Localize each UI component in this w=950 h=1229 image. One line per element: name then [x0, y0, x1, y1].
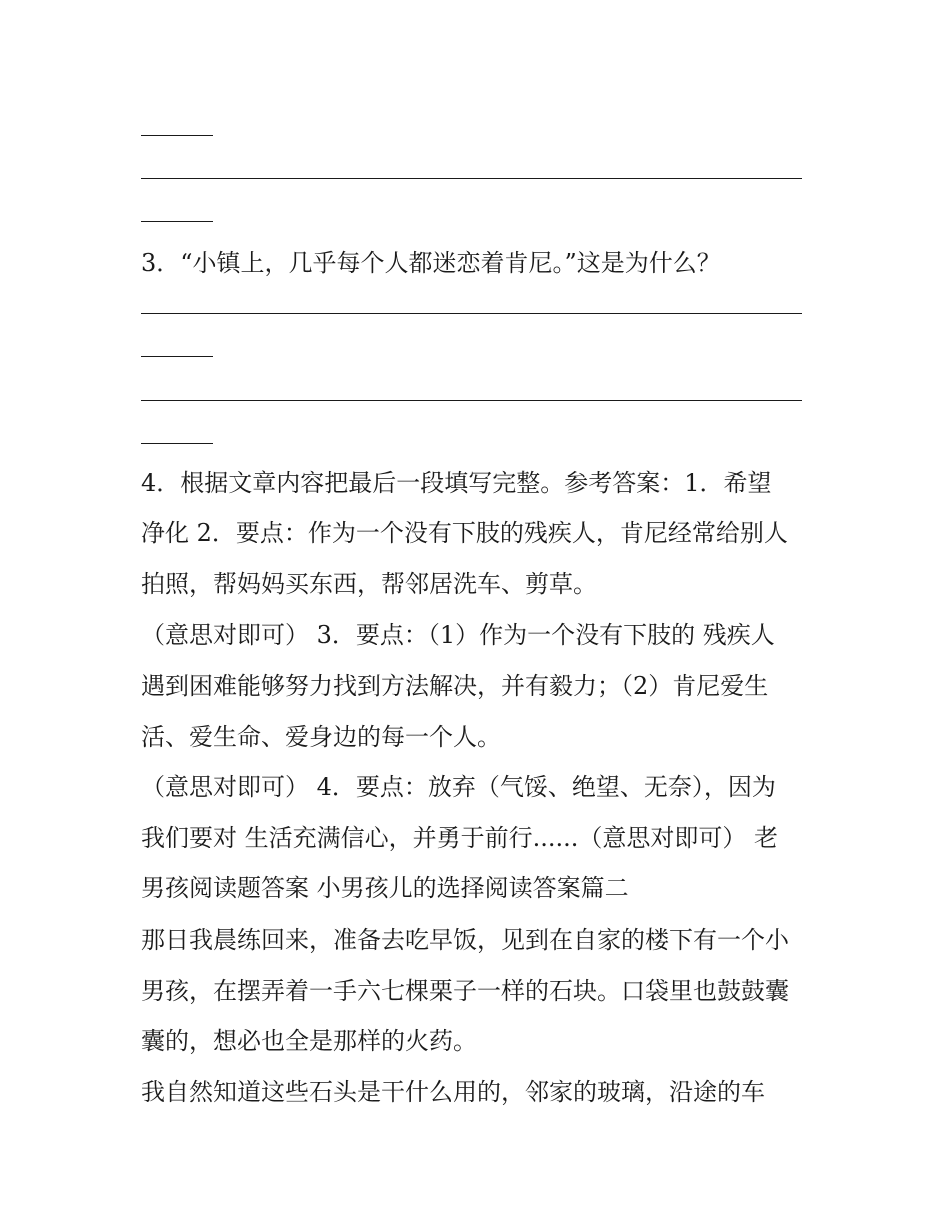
- blank-underline: [141, 313, 802, 314]
- answer-text-line: 我们要对 生活充满信心，并勇于前行......（意思对即可） 老: [141, 824, 779, 852]
- body-text-line: 我自然知道这些石头是干什么用的，邻家的玻璃，沿途的车: [141, 1078, 765, 1106]
- blank-underline: [141, 221, 213, 222]
- blank-underline: [141, 135, 213, 136]
- section-heading: 男孩阅读题答案 小男孩儿的选择阅读答案篇二: [141, 874, 629, 902]
- blank-underline: [141, 356, 213, 357]
- body-text-line: 男孩，在摆弄着一手六七棵栗子一样的石块。口袋里也鼓鼓囊: [141, 977, 789, 1005]
- blank-underline: [141, 178, 802, 179]
- answer-text-line: 遇到困难能够努力找到方法解决，并有毅力；（2）肯尼爱生: [141, 672, 769, 700]
- answer-text-line: （意思对即可） 3．要点：（1）作为一个没有下肢的 残疾人: [141, 621, 775, 649]
- question-4-text: 4．根据文章内容把最后一段填写完整。参考答案：1．希望: [141, 469, 772, 497]
- answer-text-line: 拍照，帮妈妈买东西，帮邻居洗车、剪草。: [141, 570, 597, 598]
- body-text-line: 囊的，想必也全是那样的火药。: [141, 1027, 477, 1055]
- answer-text-line: （意思对即可） 4．要点：放弃（气馁、绝望、无奈），因为: [141, 773, 776, 801]
- answer-text-line: 活、爱生命、爱身边的每一个人。: [141, 723, 501, 751]
- question-3-text: 3．“小镇上，几乎每个人都迷恋着肯尼。”这是为什么？: [141, 249, 721, 277]
- blank-underline: [141, 443, 213, 444]
- blank-underline: [141, 400, 802, 401]
- answer-text-line: 净化 2．要点：作为一个没有下肢的残疾人，肯尼经常给别人: [141, 519, 788, 547]
- body-text-line: 那日我晨练回来，准备去吃早饭，见到在自家的楼下有一个小: [141, 926, 789, 954]
